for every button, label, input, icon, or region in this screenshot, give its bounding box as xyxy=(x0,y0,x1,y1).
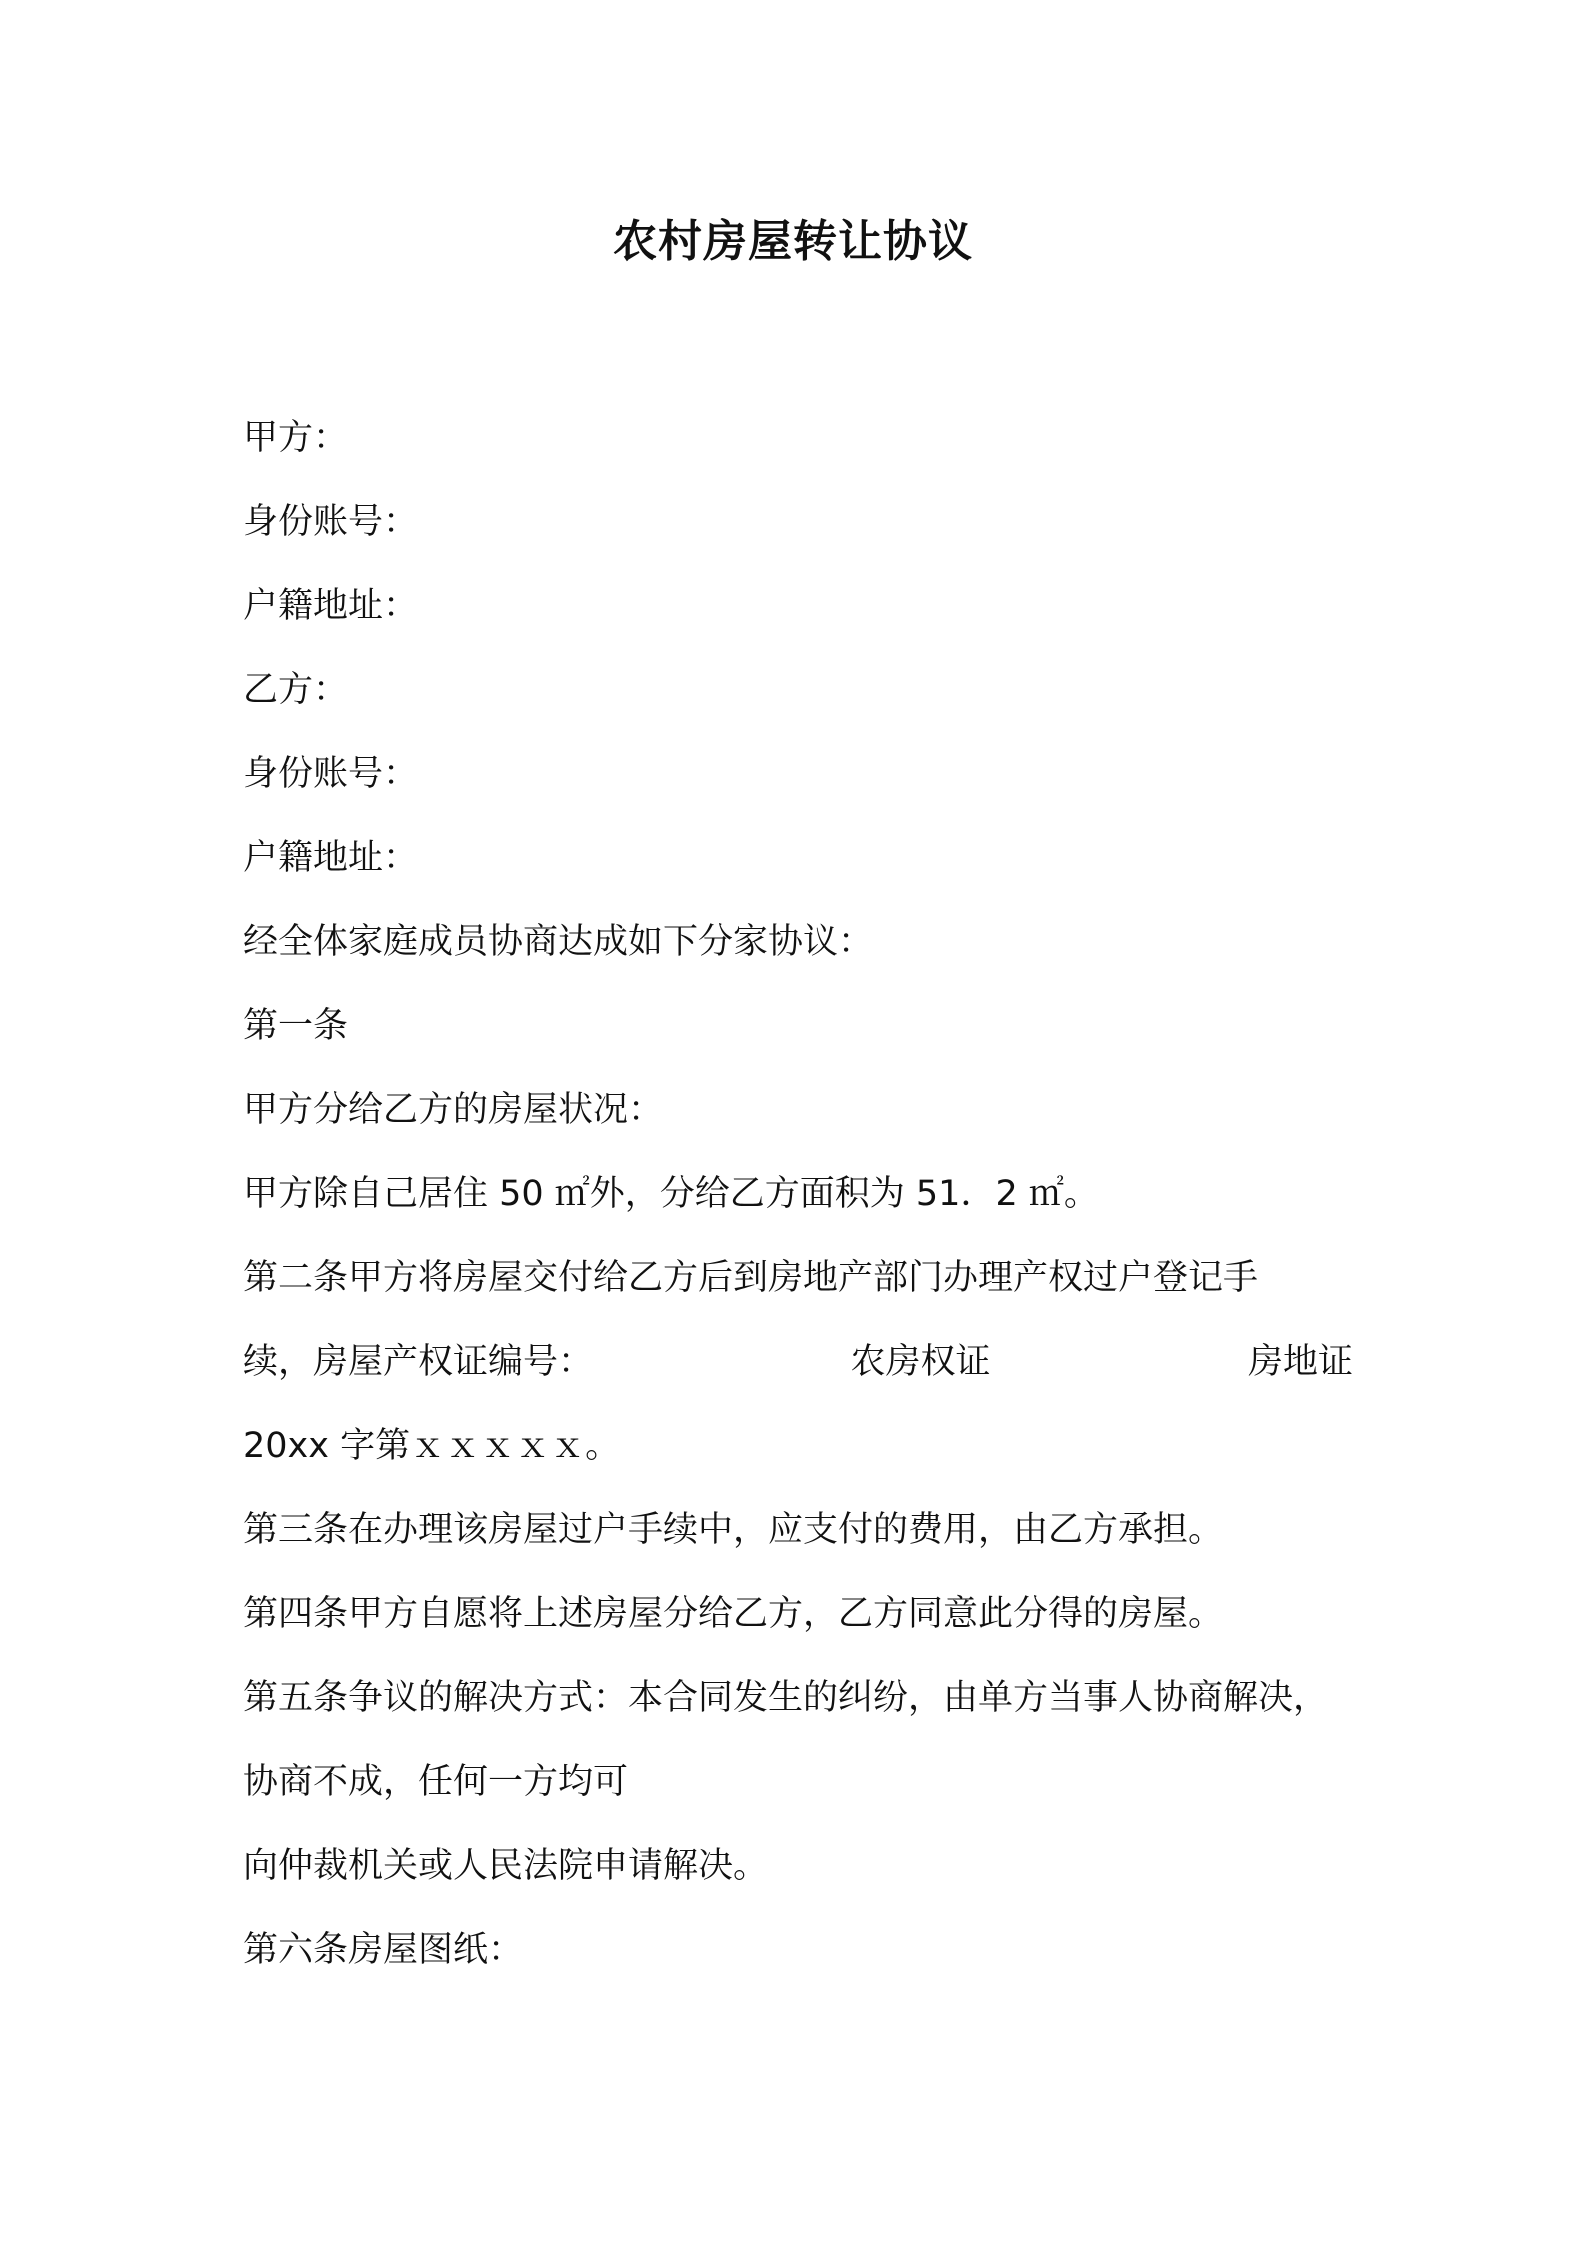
article-5-line: 第五条争议的解决方式：本合同发生的纠纷，由单方当事人协商解决， xyxy=(243,1678,1329,1718)
agreement-intro-line: 经全体家庭成员协商达成如下分家协议： xyxy=(243,922,874,962)
certificate-number-label: 续，房屋产权证编号： xyxy=(243,1342,594,1382)
article-5-continued-line: 协商不成，任何一方均可 xyxy=(243,1762,629,1802)
party-b-address-line: 户籍地址： xyxy=(243,838,419,878)
rural-house-certificate-label: 农房权证 xyxy=(850,1342,991,1382)
land-certificate-label: 房地证 xyxy=(1247,1342,1353,1382)
article-2-line: 第二条甲方将房屋交付给乙方后到房地产部门办理产权过户登记手 xyxy=(243,1258,1259,1298)
article-1-heading: 第一条 xyxy=(243,1006,349,1046)
party-b-id-line: 身份账号： xyxy=(243,754,419,794)
party-a-name-line: 甲方： xyxy=(243,418,349,458)
article-3-line: 第三条在办理该房屋过户手续中，应支付的费用，由乙方承担。 xyxy=(243,1510,1224,1550)
article-5-arbitration-line: 向仲裁机关或人民法院申请解决。 xyxy=(243,1846,769,1886)
party-a-address-line: 户籍地址： xyxy=(243,586,419,626)
document-title: 农村房屋转让协议 xyxy=(613,216,973,267)
article-4-line: 第四条甲方自愿将上述房屋分给乙方，乙方同意此分得的房屋。 xyxy=(243,1594,1224,1634)
certificate-number-row xyxy=(243,1338,1353,1386)
party-a-id-line: 身份账号： xyxy=(243,502,419,542)
article-6-line: 第六条房屋图纸： xyxy=(243,1930,524,1970)
certificate-number-value: 20xx 字第ｘｘｘｘｘ。 xyxy=(243,1426,621,1466)
article-1-house-status: 甲方分给乙方的房屋状况： xyxy=(243,1090,664,1130)
party-b-name-line: 乙方： xyxy=(243,670,349,710)
article-1-area-line: 甲方除自己居住 50 ㎡外，分给乙方面积为 51．2 ㎡。 xyxy=(243,1174,1099,1214)
